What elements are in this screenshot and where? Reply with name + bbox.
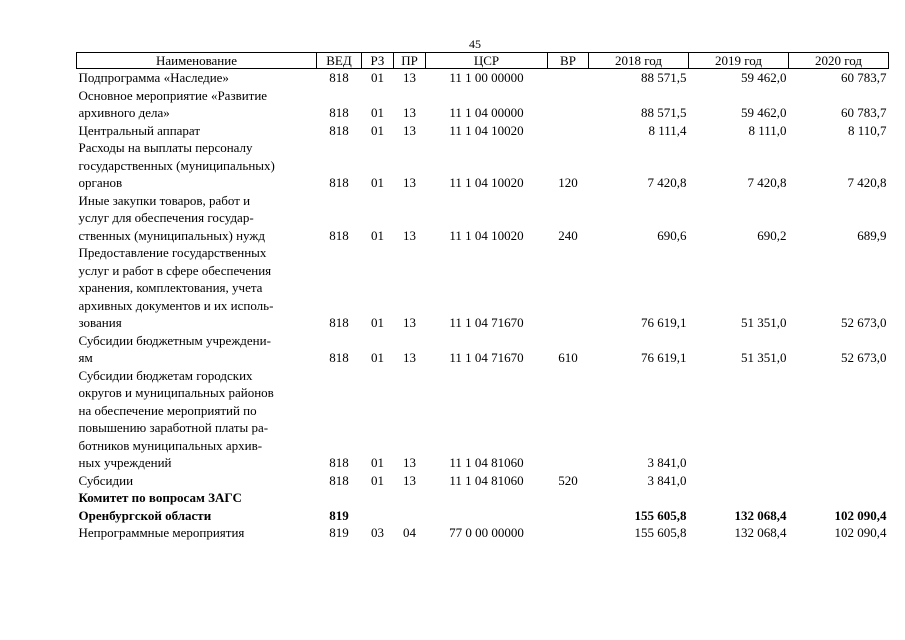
cell-2018: 76 619,1 xyxy=(641,350,687,365)
cell-csr: 11 1 04 10020 xyxy=(449,122,524,138)
cell-2019: 51 351,0 xyxy=(741,315,787,330)
cell-2019: 59 462,0 xyxy=(741,105,787,120)
cell-pr: 13 xyxy=(403,350,416,365)
cell-rz: 01 xyxy=(371,227,384,243)
cell-2018: 690,6 xyxy=(657,227,687,243)
name-line: Иные закупки товаров, работ и xyxy=(78,192,251,208)
cell-2018: 3 841,0 xyxy=(647,455,687,470)
cell-2019: 132 068,4 xyxy=(734,525,787,540)
name-line: архивных документов и их исполь- xyxy=(78,297,274,313)
cell-rz xyxy=(362,489,394,524)
cell-pr xyxy=(394,489,426,524)
name-line: архивного дела» xyxy=(78,105,170,120)
table-row xyxy=(77,332,889,367)
name-line: Подпрограмма «Наследие» xyxy=(78,70,229,85)
name-line: ственных (муниципальных) нужд xyxy=(78,227,265,243)
cell-2019 xyxy=(689,472,789,490)
header-csr: ЦСР xyxy=(426,53,548,69)
header-2020: 2020 год xyxy=(789,53,889,69)
name-line: Оренбургской области xyxy=(78,507,212,523)
cell-vr: 610 xyxy=(558,350,578,365)
name-line: ям xyxy=(78,350,93,365)
cell-vr xyxy=(548,489,589,524)
name-line: повышению заработной платы ра- xyxy=(78,420,269,435)
cell-ved: 818 xyxy=(329,350,349,365)
cell-csr: 11 1 04 81060 xyxy=(449,472,524,488)
cell-2018: 155 605,8 xyxy=(634,525,687,540)
cell-ved: 818 xyxy=(329,70,349,85)
cell-pr: 13 xyxy=(403,455,416,470)
name-line: зования xyxy=(78,315,122,330)
cell-name xyxy=(77,122,317,140)
table-row xyxy=(77,524,889,542)
cell-vr: 240 xyxy=(558,227,578,243)
budget-table xyxy=(76,52,889,542)
cell-rz: 01 xyxy=(371,472,384,488)
cell-name xyxy=(77,524,317,542)
cell-2019: 8 111,0 xyxy=(748,122,787,138)
cell-pr: 04 xyxy=(403,525,416,540)
name-line: услуг и работ в сфере обеспечения xyxy=(78,262,272,278)
table-row xyxy=(77,472,889,490)
table-row xyxy=(77,367,889,472)
table-row xyxy=(77,192,889,245)
cell-2019: 51 351,0 xyxy=(741,350,787,365)
table-row xyxy=(77,489,889,524)
cell-pr: 13 xyxy=(403,175,416,190)
cell-name xyxy=(77,139,317,192)
cell-2019: 690,2 xyxy=(757,227,787,243)
cell-ved: 818 xyxy=(329,227,349,243)
cell-2020: 102 090,4 xyxy=(834,525,887,540)
cell-name xyxy=(77,367,317,472)
cell-2018: 88 571,5 xyxy=(641,105,687,120)
page-number: 45 xyxy=(469,37,481,51)
header-ved: ВЕД xyxy=(317,53,362,69)
cell-csr: 11 1 04 10020 xyxy=(449,227,524,243)
name-line: государственных (муниципальных) xyxy=(78,157,275,173)
name-line: округов и муниципальных районов xyxy=(78,385,274,400)
name-line: ных учреждений xyxy=(78,455,172,470)
header-2018: 2018 год xyxy=(589,53,689,69)
cell-2020 xyxy=(789,367,889,472)
name-line: Предоставление государственных xyxy=(78,245,267,260)
header-rz: РЗ xyxy=(362,53,394,69)
cell-2019: 132 068,4 xyxy=(734,507,787,523)
cell-rz: 01 xyxy=(371,122,384,138)
cell-ved: 818 xyxy=(329,175,349,190)
name-line: органов xyxy=(78,175,123,190)
cell-name xyxy=(77,244,317,332)
cell-ved: 818 xyxy=(329,472,349,488)
cell-ved: 818 xyxy=(329,455,349,470)
name-line: Субсидии xyxy=(78,472,134,488)
cell-2020: 7 420,8 xyxy=(847,175,887,190)
table-row xyxy=(77,139,889,192)
cell-vr xyxy=(548,87,589,122)
cell-2019: 7 420,8 xyxy=(747,175,787,190)
cell-rz: 01 xyxy=(371,105,384,120)
cell-pr: 13 xyxy=(403,105,416,120)
cell-csr xyxy=(426,489,548,524)
cell-rz: 01 xyxy=(371,70,384,85)
cell-vr xyxy=(548,69,589,87)
cell-name xyxy=(77,87,317,122)
cell-2019 xyxy=(689,367,789,472)
cell-2018: 8 111,4 xyxy=(648,122,687,138)
cell-vr: 520 xyxy=(558,472,578,488)
cell-vr: 120 xyxy=(558,175,578,190)
cell-ved: 819 xyxy=(329,507,349,523)
cell-pr: 13 xyxy=(403,227,416,243)
cell-2020: 102 090,4 xyxy=(834,507,887,523)
table-row xyxy=(77,69,889,87)
name-line: на обеспечение мероприятий по xyxy=(78,402,257,418)
table-header xyxy=(77,53,889,69)
cell-2018: 155 605,8 xyxy=(634,507,687,523)
cell-name xyxy=(77,192,317,245)
cell-csr: 11 1 00 00000 xyxy=(449,70,524,85)
table-row xyxy=(77,122,889,140)
name-line: Комитет по вопросам ЗАГС xyxy=(78,490,242,505)
table-row xyxy=(77,244,889,332)
cell-csr: 11 1 04 71670 xyxy=(449,350,524,365)
cell-pr: 13 xyxy=(403,315,416,330)
cell-ved: 818 xyxy=(329,315,349,330)
cell-pr: 13 xyxy=(403,70,416,85)
cell-2020: 60 783,7 xyxy=(841,105,887,120)
cell-vr xyxy=(548,122,589,140)
name-line: Основное мероприятие «Развитие xyxy=(78,87,268,103)
cell-ved: 819 xyxy=(329,525,349,540)
name-line: хранения, комплектования, учета xyxy=(78,280,263,295)
name-line: услуг для обеспечения государ- xyxy=(78,210,254,225)
cell-rz: 03 xyxy=(371,525,384,540)
cell-2019: 59 462,0 xyxy=(741,70,787,85)
cell-2018: 7 420,8 xyxy=(647,175,687,190)
cell-2020: 52 673,0 xyxy=(841,350,887,365)
name-line: Расходы на выплаты персоналу xyxy=(78,140,253,155)
cell-vr xyxy=(548,244,589,332)
table-row xyxy=(77,87,889,122)
header-name: Наименование xyxy=(77,53,317,69)
cell-ved: 818 xyxy=(329,105,349,120)
cell-2018: 76 619,1 xyxy=(641,315,687,330)
name-line: ботников муниципальных архив- xyxy=(78,437,263,453)
cell-name xyxy=(77,472,317,490)
header-2019: 2019 год xyxy=(689,53,789,69)
cell-2020: 689,9 xyxy=(857,227,887,243)
cell-csr: 11 1 04 00000 xyxy=(449,105,524,120)
cell-2020: 60 783,7 xyxy=(841,70,887,85)
cell-rz: 01 xyxy=(371,350,384,365)
cell-name xyxy=(77,489,317,524)
cell-name xyxy=(77,332,317,367)
cell-2020: 8 110,7 xyxy=(847,122,887,138)
name-line: Непрограммные мероприятия xyxy=(78,525,245,540)
cell-2020: 52 673,0 xyxy=(841,315,887,330)
cell-rz: 01 xyxy=(371,315,384,330)
cell-csr: 11 1 04 10020 xyxy=(449,175,524,190)
cell-vr xyxy=(548,367,589,472)
cell-2018: 88 571,5 xyxy=(641,70,687,85)
name-line: Субсидии бюджетам городских xyxy=(78,367,253,383)
cell-name xyxy=(77,69,317,87)
name-line: Центральный аппарат xyxy=(78,122,201,138)
header-vr: ВР xyxy=(548,53,589,69)
cell-2020 xyxy=(789,472,889,490)
cell-csr: 11 1 04 71670 xyxy=(449,315,524,330)
cell-csr: 11 1 04 81060 xyxy=(449,455,524,470)
cell-rz: 01 xyxy=(371,175,384,190)
cell-pr: 13 xyxy=(403,122,416,138)
cell-2018: 3 841,0 xyxy=(647,472,687,488)
header-pr: ПР xyxy=(394,53,426,69)
cell-ved: 818 xyxy=(329,122,349,138)
cell-rz: 01 xyxy=(371,455,384,470)
cell-vr xyxy=(548,524,589,542)
cell-csr: 77 0 00 00000 xyxy=(449,525,524,540)
table-body xyxy=(77,69,889,542)
name-line: Субсидии бюджетным учреждени- xyxy=(78,332,271,348)
cell-pr: 13 xyxy=(403,472,416,488)
